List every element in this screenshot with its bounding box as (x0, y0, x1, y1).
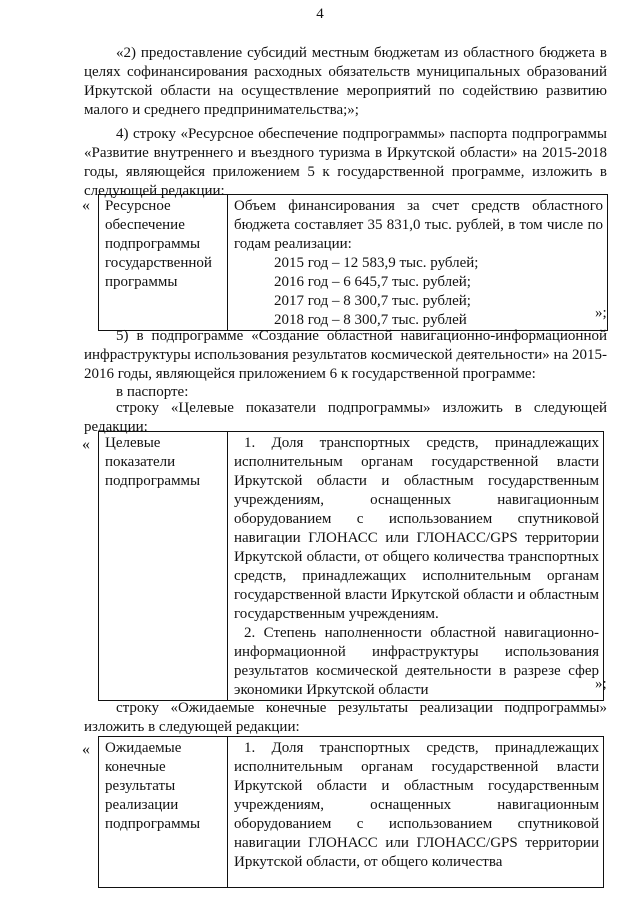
results-label: Ожидаемые конечные результаты реализации подпрограммы (105, 740, 201, 832)
quote-open-2: « (82, 436, 90, 453)
page-number: 4 (316, 6, 324, 22)
quote-open-1: « (82, 197, 90, 214)
quote-open-3: « (82, 741, 90, 758)
year-row: 2017 год – 8 300,7 тыс. рублей; (274, 293, 471, 309)
resource-text: Объем финансирования за счет средств областного бюджета составляет 35 831,0 тыс. рублей, в том числе по годам реализации: (234, 198, 603, 252)
resource-label-cell (99, 195, 228, 331)
paragraph-item-4: 4) строку «Ресурсное обеспечение подпрограммы» паспорта подпрограммы «Развитие внутреннего и въездного туризма в Иркутской области» на 2015-2018 годы, являющейся приложением 5 к государственной программе, изложить в следующей редакции: (84, 126, 607, 199)
expected-results-table (98, 736, 604, 888)
indicator-2: 2. Степень наполненности областной навигационно-информационной инфраструктуры использования результатов космической деятельности в разрезе сфер экономики Иркутской области (234, 625, 599, 698)
quote-close-2: »; (595, 676, 607, 692)
paragraph-passport: в паспорте: (116, 384, 189, 400)
resource-table (98, 194, 608, 331)
year-row: 2018 год – 8 300,7 тыс. рублей (274, 312, 467, 328)
paragraph-item-5: 5) в подпрограмме «Создание областной навигационно-информационной инфраструктуры использования результатов космической деятельности» на 2015-2016 годы, являющейся приложением 6 к государственной программе: (84, 328, 607, 382)
results-label-cell (99, 737, 228, 888)
year-row: 2015 год – 12 583,9 тыс. рублей; (274, 255, 479, 271)
resource-content-cell (228, 195, 608, 331)
indicators-content-cell (228, 432, 604, 701)
indicators-label: Целевые показатели подпрограммы (105, 435, 201, 489)
year-row: 2016 год – 6 645,7 тыс. рублей; (274, 274, 471, 290)
result-1: 1. Доля транспортных средств, принадлежащих исполнительным органам государственной власти Иркутской области и областным государственным учреждениям, оснащенных навигационным оборудованием с использованием спутниковой навигации ГЛОНАСС или ГЛОНАСС/GPS территории Иркутской области, от общего количества (234, 740, 599, 870)
indicators-label-cell (99, 432, 228, 701)
target-indicators-table (98, 431, 604, 701)
quote-close-1: »; (595, 305, 607, 321)
indicator-1: 1. Доля транспортных средств, принадлежащих исполнительным органам государственной власти Иркутской области и областным государственным учреждениям, оснащенных навигационным оборудованием с использованием спутниковой навигации ГЛОНАСС или ГЛОНАСС/GPS территории Иркутской области, от общего количества транспортных средств, принадлежащих исполнительным органам государственной власти Иркутской области и областным государственным учреждениям. (234, 435, 599, 622)
paragraph-target-indicators: строку «Целевые показатели подпрограммы» изложить в следующей редакции: (84, 400, 607, 435)
results-content-cell (228, 737, 604, 888)
paragraph-subsidies: «2) предоставление субсидий местным бюджетам из областного бюджета в целях софинансирования расходных обязательств муниципальных образований Иркутской области на осуществление мероприятий по содействию развитию малого и среднего предпринимательства;»; (84, 45, 607, 118)
resource-label: Ресурсное обеспечение подпрограммы государственной программы (105, 198, 212, 290)
paragraph-expected-results: строку «Ожидаемые конечные результаты реализации подпрограммы» изложить в следующей редакции: (84, 700, 607, 735)
